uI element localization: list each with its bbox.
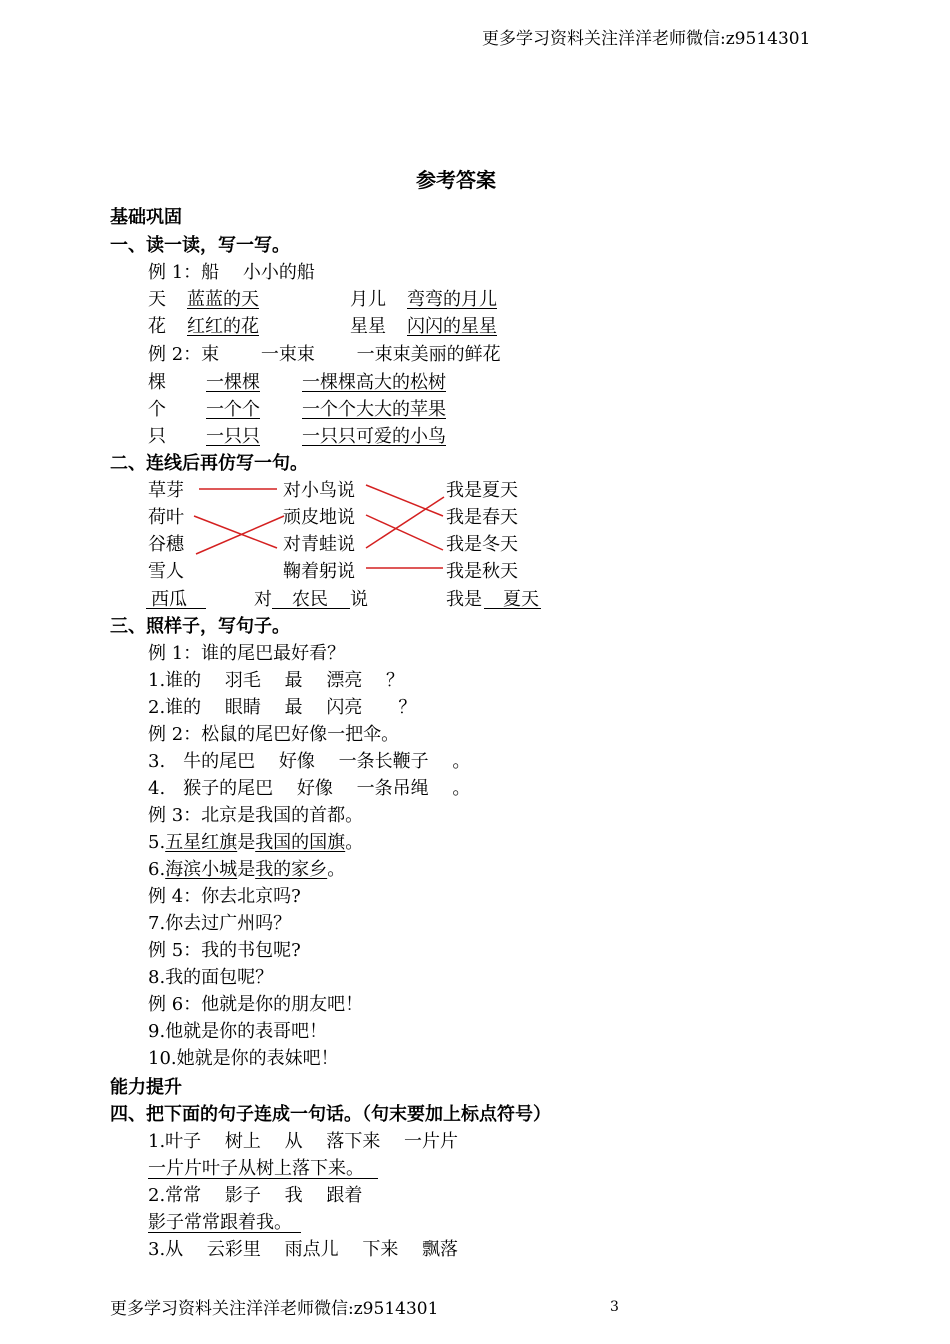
page-title: 参考答案 xyxy=(416,168,496,192)
q1-measure-answer: 一只只 xyxy=(206,426,260,447)
imitate-dui: 对 xyxy=(254,589,272,610)
q1-heading: 一、读一读，写一写。 xyxy=(110,235,290,256)
q3-sentence-7: 7.你去过广州吗？ xyxy=(148,913,292,934)
match-middle-item: 鞠着躬说 xyxy=(283,561,355,582)
q1-row-answer2: 弯弯的月儿 xyxy=(407,289,497,310)
match-left-item: 草芽 xyxy=(148,480,184,501)
q3-sentence-8: 8.我的面包呢？ xyxy=(148,967,274,988)
q1-example-1: 例 1：船 小小的船 xyxy=(148,262,315,283)
q3-example-5: 例 5：我的书包呢? xyxy=(148,940,301,961)
answer-part-a: 海滨小城 xyxy=(165,859,238,880)
footer-watermark: 更多学习资料关注洋洋老师微信:z9514301 xyxy=(110,1299,439,1319)
q3-example-2: 例 2：松鼠的尾巴好像一把伞。 xyxy=(148,724,400,745)
match-left-item: 荷叶 xyxy=(148,507,184,528)
q3-sentence-4: 4. 猴子的尾巴 好像 一条吊绳 。 xyxy=(148,778,471,799)
blank-underline xyxy=(484,608,541,609)
q1-measure-phrase: 一只只可爱的小鸟 xyxy=(302,426,446,447)
q3-sentence-1: 1.谁的 羽毛 最 漂亮 ？ xyxy=(148,670,405,691)
sentence-number: 6. xyxy=(148,859,166,880)
q1-measure-answer: 一棵棵 xyxy=(206,372,260,393)
imitate-subject: 西瓜 xyxy=(151,589,187,610)
imitate-woshi: 我是 xyxy=(446,589,482,610)
section-improve: 能力提升 xyxy=(110,1077,182,1098)
q4-answer-2: 影子常常跟着我。 xyxy=(148,1212,292,1233)
answer-underline xyxy=(148,1232,301,1233)
q4-prompt-1: 1.叶子 树上 从 落下来 一片片 xyxy=(148,1131,459,1152)
q3-sentence-2: 2.谁的 眼睛 最 闪亮 ？ xyxy=(148,697,417,718)
match-left-item: 谷穗 xyxy=(148,534,184,555)
q1-row-answer: 蓝蓝的天 xyxy=(187,289,259,310)
answer-part-a: 五星红旗 xyxy=(165,832,238,853)
q1-measure-char: 棵 xyxy=(148,372,166,393)
q3-example-3: 例 3：北京是我国的首都。 xyxy=(148,805,364,826)
match-line xyxy=(194,516,277,548)
match-right-item: 我是春天 xyxy=(446,507,518,528)
q1-measure-char: 个 xyxy=(148,399,166,420)
q1-measure-answer: 一个个 xyxy=(206,399,260,420)
q4-prompt-2: 2.常常 影子 我 跟着 xyxy=(148,1185,363,1206)
blank-underline xyxy=(272,608,350,609)
blank-underline xyxy=(146,608,206,609)
q4-prompt-3: 3.从 云彩里 雨点儿 下来 飘落 xyxy=(148,1239,459,1260)
answer-part-b: 我的家乡 xyxy=(255,859,328,880)
q3-sentence-3: 3. 牛的尾巴 好像 一条长鞭子 。 xyxy=(148,751,471,772)
answer-part-b: 我国的国旗 xyxy=(255,832,346,853)
match-middle-item: 对小鸟说 xyxy=(283,480,355,501)
q4-answer-1: 一片片叶子从树上落下来。 xyxy=(148,1158,364,1179)
q3-example-6: 例 6：他就是你的朋友吧！ xyxy=(148,994,364,1015)
q1-row-char2: 星星 xyxy=(350,316,386,337)
match-right-item: 我是夏天 xyxy=(446,480,518,501)
match-middle-item: 顽皮地说 xyxy=(283,507,355,528)
page-number: 3 xyxy=(610,1299,619,1315)
match-right-item: 我是冬天 xyxy=(446,534,518,555)
sentence-end: 。 xyxy=(345,832,364,853)
q1-measure-phrase: 一个个大大的苹果 xyxy=(302,399,446,420)
match-line xyxy=(366,515,443,550)
sentence-verb: 是 xyxy=(237,859,256,880)
q3-sentence-5 xyxy=(148,834,363,852)
q3-sentence-9: 9.他就是你的表哥吧！ xyxy=(148,1021,328,1042)
q1-example-2: 例 2：束 一束束 一束束美丽的鲜花 xyxy=(148,344,501,365)
q1-row-char2: 月儿 xyxy=(350,289,386,310)
sentence-number: 5. xyxy=(148,832,166,853)
q2-heading: 二、连线后再仿写一句。 xyxy=(110,453,308,474)
match-line xyxy=(366,485,443,516)
answer-underline xyxy=(148,1178,378,1179)
q1-row-answer2: 闪闪的星星 xyxy=(407,316,497,337)
match-line xyxy=(366,497,444,548)
q3-sentence-6 xyxy=(148,861,345,879)
sentence-end: 。 xyxy=(327,859,346,880)
match-right-item: 我是秋天 xyxy=(446,561,518,582)
q1-measure-phrase: 一棵棵高大的松树 xyxy=(302,372,446,393)
q1-row-answer: 红红的花 xyxy=(187,316,259,337)
q4-heading: 四、把下面的句子连成一句话。（句末要加上标点符号） xyxy=(110,1104,551,1125)
imitate-target: 农民 xyxy=(292,589,328,610)
header-watermark: 更多学习资料关注洋洋老师微信:z9514301 xyxy=(482,29,811,49)
q3-heading: 三、照样子，写句子。 xyxy=(110,616,290,637)
sentence-verb: 是 xyxy=(237,832,256,853)
imitate-season: 夏天 xyxy=(503,589,539,610)
q3-example-1: 例 1：谁的尾巴最好看？ xyxy=(148,643,346,664)
match-left-item: 雪人 xyxy=(148,561,184,582)
imitate-shuo: 说 xyxy=(350,589,368,610)
match-middle-item: 对青蛙说 xyxy=(283,534,355,555)
q3-sentence-10: 10.她就是你的表妹吧！ xyxy=(148,1048,339,1069)
q3-example-4: 例 4：你去北京吗? xyxy=(148,886,301,907)
section-basic: 基础巩固 xyxy=(110,207,182,228)
q1-row-char: 天 xyxy=(148,289,166,310)
q1-measure-char: 只 xyxy=(148,426,166,447)
q1-row-char: 花 xyxy=(148,316,166,337)
